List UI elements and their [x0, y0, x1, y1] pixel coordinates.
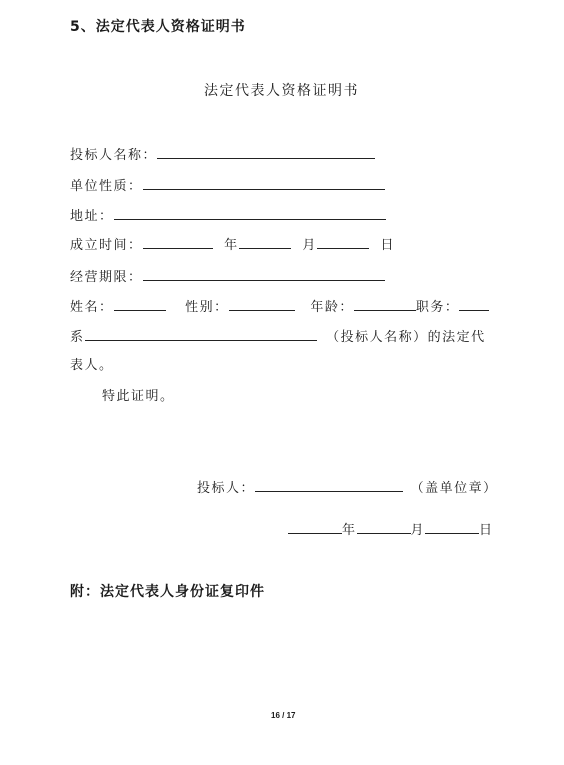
signature-bidder-row: [197, 477, 498, 495]
field-term-label: 经营期限：: [70, 270, 143, 285]
field-address: [70, 205, 386, 223]
field-unit-nature-label: 单位性质：: [70, 179, 143, 194]
person-position-blank[interactable]: [459, 296, 489, 311]
statement-prefix: 系: [70, 330, 85, 345]
attachment-note: 附：法定代表人身份证复印件: [70, 584, 265, 600]
statement-name-blank[interactable]: [85, 326, 317, 341]
field-address-label: 地址：: [70, 209, 114, 224]
field-established: [70, 234, 395, 252]
page-number: 16 / 17: [271, 711, 296, 720]
established-month-label: 月: [302, 238, 317, 253]
section-heading: 5、法定代表人资格证明书: [70, 19, 246, 35]
signature-month-blank[interactable]: [357, 519, 411, 534]
signature-bidder-label: 投标人：: [197, 481, 256, 496]
field-bidder-name: [70, 144, 375, 162]
signature-seal-label: （盖单位章）: [410, 481, 498, 496]
bidder-name-blank[interactable]: [157, 144, 375, 159]
certify-text: 特此证明。: [102, 389, 175, 404]
document-title: 法定代表人资格证明书: [204, 83, 359, 99]
signature-year-label: 年: [342, 523, 357, 538]
person-name-label: 姓名：: [70, 300, 114, 315]
established-month-blank[interactable]: [239, 234, 291, 249]
term-blank[interactable]: [143, 266, 385, 281]
field-established-label: 成立时间：: [70, 238, 143, 253]
field-unit-nature: [70, 175, 385, 193]
signature-month-label: 月: [410, 523, 426, 538]
established-year-blank[interactable]: [143, 234, 213, 249]
address-blank[interactable]: [114, 205, 386, 220]
signature-year-blank[interactable]: [288, 519, 342, 534]
person-age-blank[interactable]: [354, 296, 416, 311]
established-year-label: 年: [224, 238, 239, 253]
statement-suffix: （投标人名称）的法定代: [326, 330, 486, 345]
unit-nature-blank[interactable]: [143, 175, 385, 190]
person-gender-blank[interactable]: [229, 296, 295, 311]
field-bidder-name-label: 投标人名称：: [70, 148, 158, 163]
person-age-label: 年龄：: [310, 300, 354, 315]
person-position-label: 职务：: [415, 300, 460, 315]
signature-date-row: [288, 519, 494, 537]
person-name-blank[interactable]: [114, 296, 166, 311]
field-term: [70, 266, 385, 284]
established-day-blank[interactable]: [317, 234, 369, 249]
signature-bidder-blank[interactable]: [255, 477, 403, 492]
statement-line-2: 表人。: [70, 358, 114, 373]
established-day-label: 日: [380, 238, 395, 253]
person-info-row: [70, 296, 489, 314]
signature-day-label: 日: [479, 523, 494, 538]
signature-day-blank[interactable]: [425, 519, 479, 534]
person-gender-label: 性别：: [185, 300, 229, 315]
statement-line-1: [70, 326, 486, 344]
